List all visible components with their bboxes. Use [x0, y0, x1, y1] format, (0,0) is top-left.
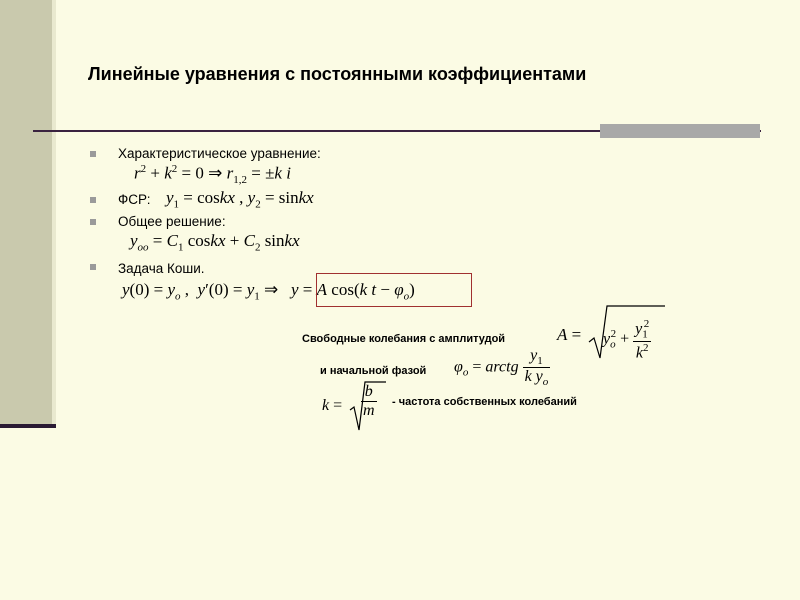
formula-amplitude-radicand: $y_o^2$ + $\frac{y_1^2}{k^2}$: [603, 318, 650, 361]
bullet-label-fsr: ФСР:: [118, 192, 151, 207]
bullet-marker: [90, 219, 96, 225]
formula-fsr: $y_1$ = coskx , $y_2$ = sinkx: [166, 188, 314, 211]
formula-general: $y_{oo} = C_1$ coskx + $C_2$ sinkx: [130, 231, 300, 254]
bullet-label-general: Общее решение:: [118, 214, 226, 229]
side-bar-bottom-line: [0, 424, 56, 428]
bullet-marker: [90, 151, 96, 157]
bullet-marker: [90, 264, 96, 270]
note-phase: и начальной фазой: [320, 365, 427, 377]
formula-phase: $\varphi_o$ = arctg $\frac{y_1}{k y_o}$: [454, 347, 549, 389]
note-frequency: - частота собственных колебаний: [392, 396, 577, 408]
note-amplitude: Свободные колебания с амплитудой: [302, 333, 506, 345]
side-bar-edge: [52, 0, 56, 428]
title-rule-accent: [600, 124, 760, 138]
formula-cauchy: $y(0) = y_o$ , $y'(0) = y_1$ ⇒ y = A cos(k $t - \varphi_o$): [122, 280, 415, 303]
formula-amplitude-lhs: A =: [557, 325, 582, 344]
bullet-label-cauchy: Задача Коши.: [118, 261, 205, 276]
formula-characteristic: $r^2 + k^2 = 0$ ⇒ $r_{1,2} = \pm k$ i: [134, 163, 291, 187]
decorative-side-bar: [0, 0, 52, 428]
formula-frequency-lhs: k =: [322, 397, 343, 414]
slide-title: Линейные уравнения с постоянными коэффициентами: [88, 64, 587, 84]
bullet-marker: [90, 197, 96, 203]
formula-frequency-radicand: $\frac{b}{m}$: [363, 383, 375, 419]
bullet-label-characteristic: Характеристическое уравнение:: [118, 146, 321, 161]
solution-highlight-box: [316, 273, 472, 307]
